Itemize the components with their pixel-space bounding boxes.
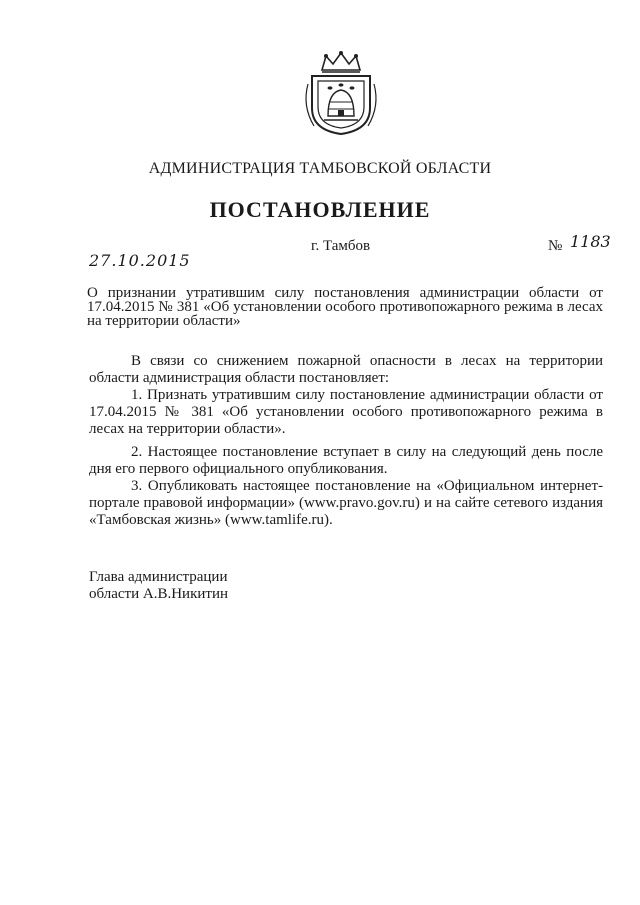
document-date: 27.10.2015 [89, 251, 191, 270]
signer-position: Глава администрации [89, 569, 228, 585]
body-item-3 [89, 478, 603, 529]
coat-of-arms-icon [300, 50, 382, 136]
document-number: 1183 [570, 232, 611, 251]
document-type-title: ПОСТАНОВЛЕНИЕ [209, 197, 431, 222]
city-name: г. Тамбов [311, 238, 371, 254]
document-subject: О признании утратившим силу постановления администрации области от 17.04.2015 № 381 «Об установлении особого противопожарного режима в лесах на территории области» [87, 285, 603, 329]
body-intro-text: В связи со снижением пожарной опасности в лесах на территории области администрация области постановляет: [89, 353, 603, 386]
body-item-3-text: 3. Опубликовать настоящее постановление на «Официальном интернет-портале правовой информации» (www.pravo.gov.ru) и на сайте сетевого издания «Тамбовская жизнь» (www.tamlife.ru). [89, 478, 603, 528]
body-item-2 [89, 444, 603, 478]
issuing-authority: АДМИНИСТРАЦИЯ ТАМБОВСКОЙ ОБЛАСТИ [148, 160, 492, 177]
number-sign: № [548, 238, 563, 254]
body-item-2-text: 2. Настоящее постановление вступает в силу на следующий день после дня его первого официального опубликования. [89, 444, 603, 477]
signature-block [89, 569, 228, 603]
body-intro-paragraph [89, 353, 603, 387]
body-item-1-text: 1. Признать утратившим силу постановление администрации области от 17.04.2015 № 381 «Об установлении особого противопожарного режима в лесах на территории области». [89, 387, 603, 437]
signer-name: области А.В.Никитин [89, 586, 229, 602]
body-item-1 [89, 387, 603, 438]
